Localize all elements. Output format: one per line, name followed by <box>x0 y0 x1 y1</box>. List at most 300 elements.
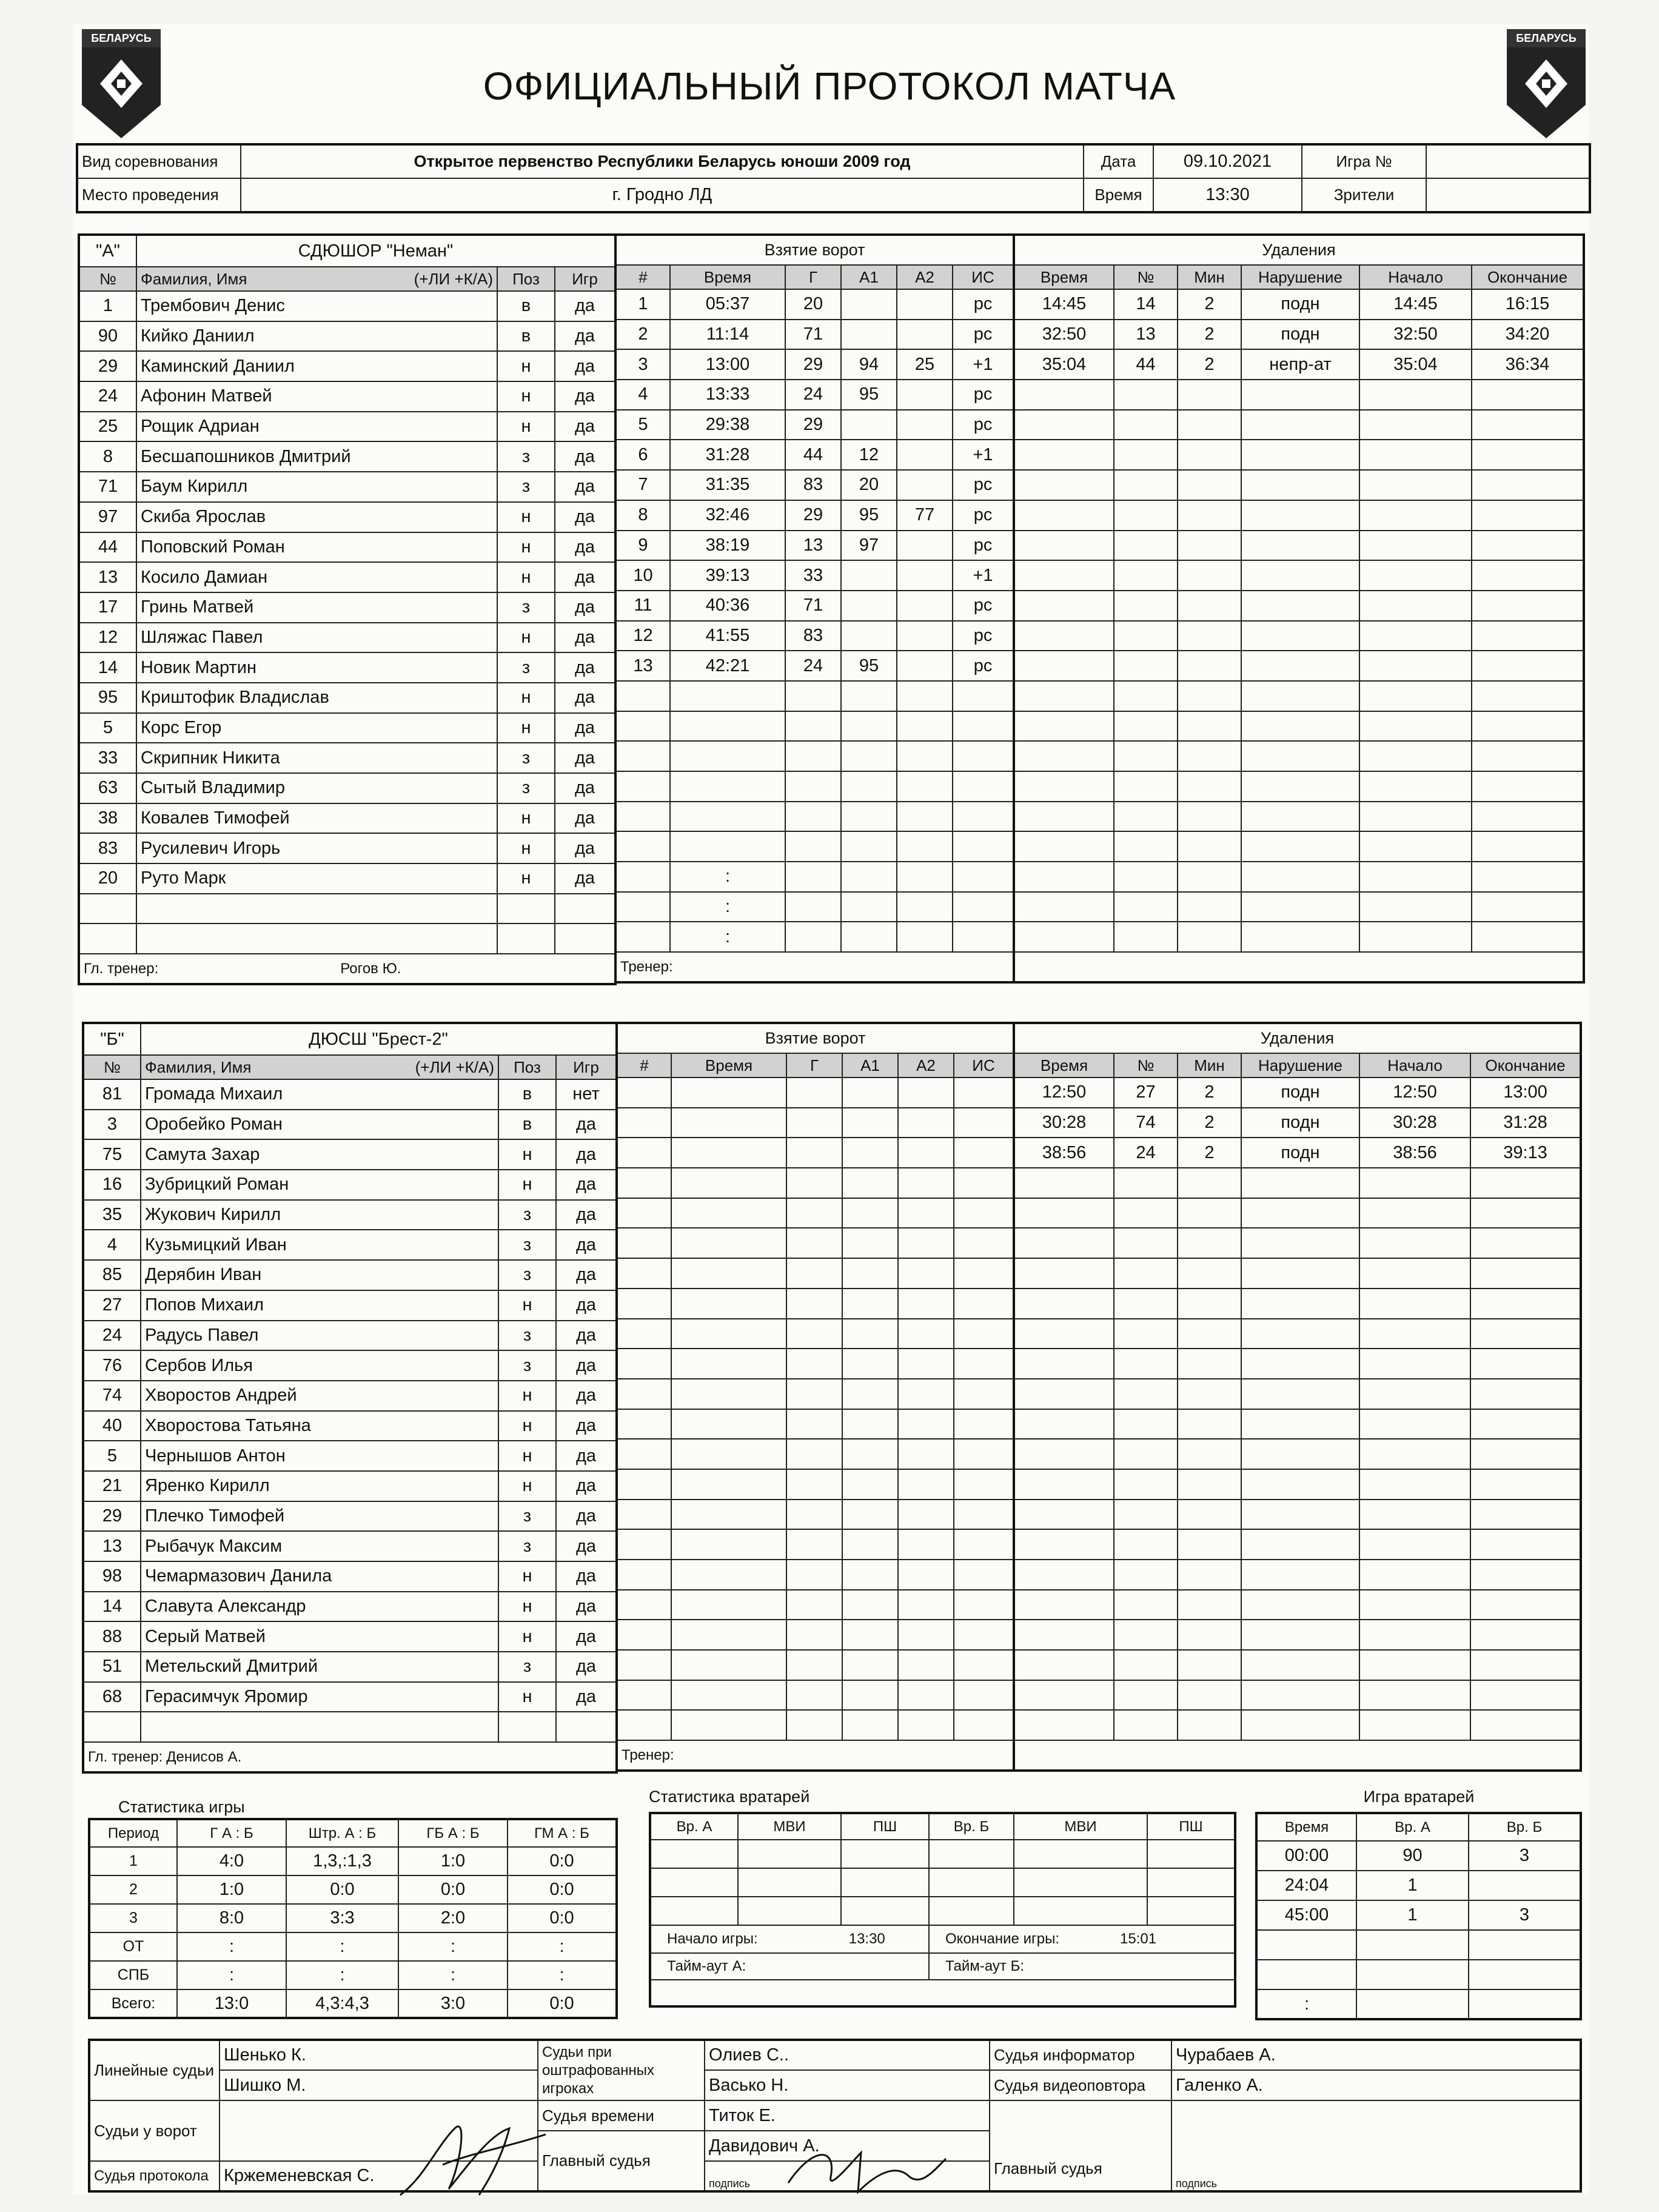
penalty-start <box>1359 1650 1470 1680</box>
stat-value: : <box>508 1932 617 1961</box>
game-no-label: Игра № <box>1302 144 1426 178</box>
goal-a2 <box>898 1529 954 1560</box>
goal-row <box>615 922 1014 952</box>
player-number: 95 <box>79 683 136 713</box>
penalty-start <box>1359 1409 1470 1439</box>
player-row <box>79 773 615 803</box>
goals-header-row <box>615 265 1014 289</box>
game-end-label: Окончание игры: <box>945 1931 1059 1947</box>
goal-n <box>617 1258 671 1289</box>
goal-g: 83 <box>785 470 841 500</box>
goal-a2 <box>898 1138 954 1168</box>
goal-a2 <box>897 711 953 742</box>
penalty-start <box>1359 922 1472 952</box>
penalty-no <box>1114 1620 1178 1650</box>
penalty-row <box>1014 1469 1581 1500</box>
goal-is <box>954 1680 1014 1711</box>
player-name: Жукович Кирилл <box>141 1200 498 1230</box>
player-row <box>79 743 615 773</box>
goal-time <box>671 1590 786 1620</box>
goal-row <box>615 500 1014 531</box>
penalty-min: 2 <box>1178 320 1241 350</box>
penalty-no <box>1114 440 1178 470</box>
penalty-row <box>1014 470 1584 500</box>
player-row <box>79 923 615 954</box>
penalty-inf <box>1241 711 1359 742</box>
goal-g <box>785 802 841 832</box>
player-position: в <box>497 321 555 352</box>
stat-value: : <box>177 1932 286 1961</box>
info-judge-label: Судья информатор <box>990 2040 1171 2070</box>
goal-row <box>615 711 1014 742</box>
goal-g: 33 <box>785 560 841 591</box>
penalty-row <box>1014 741 1584 771</box>
goal-row <box>615 320 1014 350</box>
goal-a2 <box>898 1349 954 1379</box>
col-name-header <box>136 267 497 291</box>
goal-a1 <box>842 1258 898 1289</box>
penalty-start <box>1359 831 1472 862</box>
penalty-row <box>1014 1228 1581 1258</box>
pm-header-text: (+ЛИ +К/А) <box>414 269 493 288</box>
player-played: да <box>556 1290 617 1321</box>
goal-row <box>615 410 1014 440</box>
penalty-start <box>1359 1620 1470 1650</box>
player-number: 25 <box>79 412 136 442</box>
penalty-inf <box>1241 1560 1359 1590</box>
player-position: н <box>497 351 555 381</box>
linesmen-label: Линейные судьи <box>89 2040 220 2100</box>
penalty-inf <box>1241 1529 1359 1560</box>
penalty-min <box>1178 1228 1241 1258</box>
goal-a2 <box>897 591 953 621</box>
player-name: Криштофик Владислав <box>136 683 497 713</box>
player-name: Сытый Владимир <box>136 773 497 803</box>
pen-col-pen_min: Мин <box>1178 1053 1241 1078</box>
goal-is: рс <box>953 289 1014 320</box>
goal-a1: 95 <box>841 500 897 531</box>
player-number: 63 <box>79 773 136 803</box>
goal-time <box>670 831 785 862</box>
player-row <box>79 532 615 563</box>
penalty-row <box>1014 1529 1581 1560</box>
timeout-b: Тайм-аут Б: <box>929 1953 1235 1980</box>
goal-a2 <box>897 621 953 651</box>
goalie-play-title: Игра вратарей <box>1363 1788 1475 1806</box>
goalie-play-cell: 24:04 <box>1256 1871 1356 1900</box>
penalty-time <box>1014 651 1114 681</box>
goal-row <box>617 1198 1014 1228</box>
coach-row <box>83 1742 617 1772</box>
period-label: 3 <box>89 1904 177 1932</box>
goal-is: +1 <box>953 440 1014 470</box>
player-row <box>83 1381 617 1411</box>
goal-time <box>670 711 785 742</box>
stat-value: : <box>286 1961 398 1989</box>
penalty-inf <box>1241 621 1359 651</box>
goal-time <box>671 1710 786 1740</box>
penalty-end <box>1470 1680 1581 1711</box>
player-name: Чемармазович Данила <box>141 1561 498 1592</box>
penalty-no <box>1114 1409 1178 1439</box>
penalty-inf <box>1241 741 1359 771</box>
penalty-min <box>1178 500 1241 531</box>
penalty-end <box>1470 1439 1581 1469</box>
stat-value: 0:0 <box>508 1989 617 2018</box>
penalty-min <box>1178 1289 1241 1319</box>
competition-value: Открытое первенство Республики Беларусь юноши 2009 год <box>241 144 1084 178</box>
goal-a1 <box>841 802 897 832</box>
penalty-min <box>1178 1198 1241 1228</box>
goal-time <box>671 1620 786 1650</box>
penalty-start <box>1359 892 1472 922</box>
penalty-no <box>1114 1529 1178 1560</box>
stat-value: : <box>177 1961 286 1989</box>
player-played: да <box>556 1561 617 1592</box>
penalty-no <box>1114 1710 1178 1740</box>
penalty-time <box>1014 1168 1114 1198</box>
player-name: Сербов Илья <box>141 1350 498 1381</box>
goal-a2 <box>898 1108 954 1138</box>
penalty-inf <box>1241 922 1359 952</box>
player-position: з <box>497 472 555 502</box>
penalty-no <box>1114 380 1178 410</box>
goal-a1 <box>842 1319 898 1349</box>
team-b-roster <box>82 1022 618 1774</box>
goal-row <box>615 349 1014 380</box>
player-row <box>83 1170 617 1200</box>
goal-n <box>617 1409 671 1439</box>
goal-row <box>617 1258 1014 1289</box>
penalty-start: 14:45 <box>1359 289 1472 320</box>
player-row <box>79 652 615 683</box>
player-played: да <box>555 441 615 472</box>
penalty-end <box>1472 862 1584 892</box>
player-played: да <box>555 773 615 803</box>
goal-time: 40:36 <box>670 591 785 621</box>
spectators-label: Зрители <box>1302 178 1426 212</box>
penalty-inf <box>1241 802 1359 832</box>
spectators-value <box>1426 178 1590 212</box>
player-name: Серый Матвей <box>141 1621 498 1652</box>
player-name: Новик Мартин <box>136 652 497 683</box>
player-position: з <box>498 1230 556 1260</box>
goal-a1 <box>842 1650 898 1680</box>
goalie-stats-header: Вр. А <box>650 1813 738 1840</box>
goal-row <box>615 892 1014 922</box>
penalty-time <box>1014 500 1114 531</box>
goals-title-row <box>615 235 1014 265</box>
game-stats-row <box>89 1904 617 1932</box>
penalty-no <box>1114 531 1178 561</box>
penalty-inf: подн <box>1241 320 1359 350</box>
penalty-judges-label: Судьи при оштрафованных игроках <box>538 2040 705 2100</box>
goal-is <box>953 681 1014 711</box>
goal-g: 29 <box>785 410 841 440</box>
penalty-start <box>1359 410 1472 440</box>
penalty-start <box>1359 621 1472 651</box>
goalie-stats-cell <box>841 1897 929 1925</box>
goal-row <box>615 380 1014 410</box>
player-played: да <box>556 1139 617 1170</box>
penalties-title: Удаления <box>1014 1023 1581 1053</box>
penalty-min <box>1178 1349 1241 1379</box>
page-title: ОФИЦИАЛЬНЫЙ ПРОТОКОЛ МАТЧА <box>483 64 1176 108</box>
goalie-stats-cell <box>1014 1840 1147 1868</box>
player-name: Хворостова Татьяна <box>141 1411 498 1441</box>
penalty-end <box>1472 621 1584 651</box>
goal-a1 <box>842 1228 898 1258</box>
goal-row <box>615 862 1014 892</box>
game-end-cell <box>929 1925 1235 1953</box>
goal-g <box>786 1228 842 1258</box>
goal-is <box>953 892 1014 922</box>
goal-g: 29 <box>785 349 841 380</box>
date-label: Дата <box>1084 144 1153 178</box>
scorekeeper-signature <box>388 2110 558 2207</box>
player-number: 29 <box>83 1501 141 1532</box>
penalty-start <box>1359 470 1472 500</box>
penalty-end: 31:28 <box>1470 1108 1581 1138</box>
goal-is <box>954 1258 1014 1289</box>
penalty-row <box>1014 922 1584 952</box>
player-played: да <box>555 321 615 352</box>
goal-is <box>954 1529 1014 1560</box>
goals-col-is: ИС <box>953 265 1014 289</box>
goal-time <box>671 1500 786 1530</box>
penalty-time <box>1014 711 1114 742</box>
player-name: Кийко Даниил <box>136 321 497 352</box>
penalty-inf <box>1241 1228 1359 1258</box>
goalie-play-cell <box>1469 1989 1581 2019</box>
goal-a2 <box>898 1680 954 1711</box>
player-row <box>79 683 615 713</box>
penalty-time <box>1014 1469 1114 1500</box>
penalty-inf <box>1241 591 1359 621</box>
pen-col-infraction: Нарушение <box>1241 265 1359 289</box>
penalty-end <box>1470 1590 1581 1620</box>
player-number: 33 <box>79 743 136 773</box>
player-position: н <box>497 803 555 834</box>
player-position: н <box>498 1381 556 1411</box>
player-played <box>556 1712 617 1742</box>
penalty-time <box>1014 470 1114 500</box>
player-name: Поповский Роман <box>136 532 497 563</box>
penalty-min: 2 <box>1178 289 1241 320</box>
penalty-time <box>1014 1650 1114 1680</box>
goal-g <box>786 1168 842 1198</box>
penalty-row <box>1014 500 1584 531</box>
game-stats-header: Период <box>89 1819 177 1847</box>
penalty-row <box>1014 349 1584 380</box>
logo-text: БЕЛАРУСЬ <box>1507 29 1586 47</box>
goal-a2 <box>897 380 953 410</box>
goal-a2 <box>897 741 953 771</box>
goal-g <box>786 1560 842 1590</box>
goal-is <box>953 831 1014 862</box>
goal-a1 <box>842 1379 898 1409</box>
penalty-end <box>1470 1409 1581 1439</box>
goal-row <box>615 440 1014 470</box>
goal-a1 <box>842 1500 898 1530</box>
penalty-time <box>1014 440 1114 470</box>
goal-g: 44 <box>785 440 841 470</box>
penalty-end <box>1472 470 1584 500</box>
match-info-table <box>76 143 1591 213</box>
player-number: 13 <box>83 1531 141 1561</box>
goalie-play-row <box>1256 1871 1581 1900</box>
player-number <box>79 894 136 924</box>
player-position: н <box>497 412 555 442</box>
stat-value: 1,3,:1,3 <box>286 1847 398 1875</box>
penalty-no <box>1114 1590 1178 1620</box>
col-no-header: № <box>79 267 136 291</box>
coach-label: Гл. тренер: <box>84 960 159 977</box>
goalie-stats-cell <box>650 1868 738 1897</box>
goal-n <box>617 1319 671 1349</box>
penalty-time <box>1014 1198 1114 1228</box>
goalie-stats-cell <box>841 1868 929 1897</box>
goals-header-row <box>617 1053 1014 1078</box>
penalty-no: 74 <box>1114 1108 1178 1138</box>
goal-g <box>785 771 841 802</box>
player-played: да <box>556 1381 617 1411</box>
goal-time: 42:21 <box>670 651 785 681</box>
player-row <box>83 1592 617 1622</box>
game-times-row <box>650 1925 1235 1953</box>
penalty-start <box>1359 802 1472 832</box>
goal-n <box>615 771 670 802</box>
goal-n <box>617 1289 671 1319</box>
penalty-end <box>1470 1198 1581 1228</box>
penalty-row <box>1014 410 1584 440</box>
goal-time: : <box>670 892 785 922</box>
penalty-row <box>1014 892 1584 922</box>
goal-is <box>954 1168 1014 1198</box>
player-number: 98 <box>83 1561 141 1592</box>
penalty-time <box>1014 1710 1114 1740</box>
pen-col-pen_time: Время <box>1014 265 1114 289</box>
player-position: в <box>498 1079 556 1110</box>
player-number: 44 <box>79 532 136 563</box>
goal-time: 13:00 <box>670 349 785 380</box>
referee-signature <box>770 2134 952 2201</box>
player-row <box>79 863 615 894</box>
goal-n: 2 <box>615 320 670 350</box>
goal-a1 <box>841 410 897 440</box>
goal-judges-label: Судьи у ворот <box>89 2100 220 2161</box>
penalty-end: 39:13 <box>1470 1138 1581 1168</box>
player-row <box>83 1682 617 1712</box>
player-row <box>83 1110 617 1140</box>
logo-text: БЕЛАРУСЬ <box>82 29 161 47</box>
goal-a1 <box>841 862 897 892</box>
goal-n <box>617 1469 671 1500</box>
player-number: 51 <box>83 1652 141 1682</box>
penalties-footer-row <box>1014 1740 1581 1771</box>
goal-g <box>786 1650 842 1680</box>
stat-value: : <box>508 1961 617 1989</box>
team-b-penalties <box>1013 1022 1582 1772</box>
player-number: 13 <box>79 562 136 592</box>
goalie-play-row <box>1256 1989 1581 2019</box>
penalty-row <box>1014 1289 1581 1319</box>
penalty-start <box>1359 1590 1470 1620</box>
penalty-start <box>1359 1529 1470 1560</box>
player-name: Скрипник Никита <box>136 743 497 773</box>
player-played: да <box>555 351 615 381</box>
goalie-stats-cell <box>738 1840 841 1868</box>
goal-a1 <box>842 1289 898 1319</box>
player-row <box>83 1350 617 1381</box>
player-number: 29 <box>79 351 136 381</box>
game-start-value: 13:30 <box>848 1931 885 1947</box>
player-position: н <box>497 532 555 563</box>
goal-g <box>786 1078 842 1108</box>
goals-col-goal_no: # <box>617 1053 671 1078</box>
player-played: да <box>556 1592 617 1622</box>
goal-a2 <box>897 831 953 862</box>
penalty-start <box>1359 771 1472 802</box>
goal-is: рс <box>953 500 1014 531</box>
player-position: н <box>498 1290 556 1321</box>
goal-a1 <box>842 1349 898 1379</box>
player-played: да <box>556 1652 617 1682</box>
penalty-inf <box>1241 1349 1359 1379</box>
stat-value: 4,3:4,3 <box>286 1989 398 2018</box>
trainer-label: Тренер: <box>615 952 1014 982</box>
penalty-start <box>1359 560 1472 591</box>
penalties-title-row <box>1014 235 1584 265</box>
penalty-min <box>1178 380 1241 410</box>
goal-time <box>671 1439 786 1469</box>
player-name <box>141 1712 498 1742</box>
penalty-start <box>1359 681 1472 711</box>
goal-is: рс <box>953 380 1014 410</box>
goal-n <box>617 1228 671 1258</box>
player-number <box>83 1712 141 1742</box>
goal-g <box>786 1258 842 1289</box>
player-name: Афонин Матвей <box>136 381 497 412</box>
stat-value: 1:0 <box>398 1847 508 1875</box>
goal-a2 <box>898 1560 954 1590</box>
player-name: Радусь Павел <box>141 1321 498 1351</box>
penalty-time <box>1014 862 1114 892</box>
goal-n <box>615 922 670 952</box>
goalie-stats-header: МВИ <box>738 1813 841 1840</box>
player-number: 5 <box>83 1441 141 1471</box>
penalty-inf <box>1241 410 1359 440</box>
penalty-min <box>1178 621 1241 651</box>
goalie-stats-header-row <box>650 1813 1235 1840</box>
stat-value: 8:0 <box>177 1904 286 1932</box>
game-stats-row <box>89 1961 617 1989</box>
player-name: Гринь Матвей <box>136 592 497 623</box>
player-position <box>497 894 555 924</box>
player-name: Скиба Ярослав <box>136 502 497 532</box>
penalty-no <box>1114 831 1178 862</box>
penalty-start <box>1359 1349 1470 1379</box>
goal-time <box>671 1108 786 1138</box>
player-played: да <box>556 1471 617 1501</box>
goal-g <box>785 862 841 892</box>
goal-time: 29:38 <box>670 410 785 440</box>
penalty-time <box>1014 591 1114 621</box>
goal-row <box>617 1078 1014 1108</box>
goal-time: 31:28 <box>670 440 785 470</box>
player-number: 17 <box>79 592 136 623</box>
penalty-time <box>1014 1289 1114 1319</box>
